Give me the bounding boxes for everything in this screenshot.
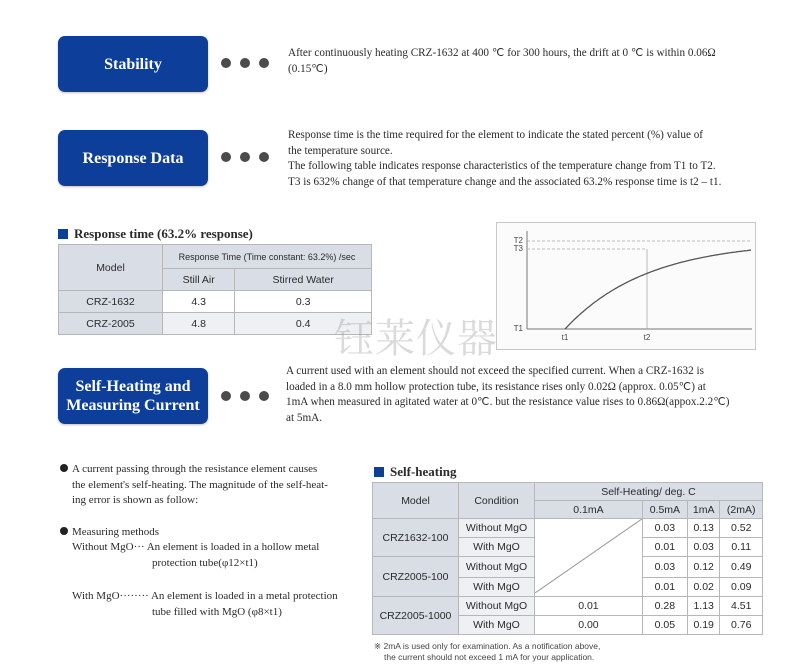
sh-value-cell: 0.03 — [642, 519, 687, 538]
self-heating-table — [372, 482, 763, 635]
response-data-line: T3 is 632% change of that temperature change and the associated 63.2% response time is t2 – t1. — [288, 175, 722, 188]
blue-square-icon — [58, 229, 68, 239]
self-heating-dots — [221, 391, 269, 401]
bullet-icon — [60, 464, 68, 472]
response-curve-chart — [496, 222, 756, 350]
stability-badge-label: Stability — [104, 55, 162, 73]
response-curve-svg — [497, 223, 757, 351]
response-table-stirred-water-header: Stirred Water — [235, 269, 372, 291]
sh-value-cell: 0.49 — [720, 557, 763, 578]
self-heating-intro-line: 1mA when measured in agitated water at 0℃. but the resistance value rises to 0.86Ω(appox.2.2℃) — [286, 396, 730, 408]
note-line: ing error is shown as follow: — [72, 494, 199, 506]
sh-model-cell: CRZ2005-1000 — [373, 597, 459, 635]
sh-condition-cell: With MgO — [459, 616, 535, 635]
self-heating-title — [374, 464, 456, 480]
self-heating-badge — [58, 368, 208, 424]
response-table-model-header: Model — [59, 245, 163, 291]
sh-model-cell: CRZ2005-100 — [373, 557, 459, 597]
footnote-line: ※ 2mA is used only for examination. As a notification above, — [374, 641, 601, 651]
sh-value-cell: 0.12 — [687, 557, 719, 578]
self-heating-title-text: Self-heating — [390, 464, 457, 479]
response-data-line: The following table indicates response characteristics of the temperature change from T1 to T2. — [288, 160, 716, 172]
response-table-cell: 4.3 — [163, 291, 235, 313]
response-data-line: the temperature source. — [288, 144, 393, 157]
sh-condition-cell: With MgO — [459, 578, 535, 597]
response-data-badge-label: Response Data — [82, 149, 184, 167]
sh-value-cell: 0.03 — [687, 538, 719, 557]
sh-condition-cell: With MgO — [459, 538, 535, 557]
sh-condition-cell: Without MgO — [459, 519, 535, 538]
sh-value-cell: 0.52 — [720, 519, 763, 538]
response-data-badge — [58, 130, 208, 186]
response-table-model-cell: CRZ-2005 — [59, 313, 163, 335]
response-table-model-cell: CRZ-1632 — [59, 291, 163, 313]
response-table-cell: 4.8 — [163, 313, 235, 335]
response-table-cell: 0.3 — [235, 291, 372, 313]
sh-value-cell: 0.28 — [642, 597, 687, 616]
self-heating-badge-line2: Measuring Current — [66, 397, 200, 414]
sh-value-cell: 0.13 — [687, 519, 719, 538]
with-mgo-label: With MgO········ — [72, 590, 151, 602]
without-mgo-desc: An element is loaded in a hollow metal — [146, 541, 320, 553]
note-line: A current passing through the resistance element causes — [72, 463, 318, 475]
sh-value-cell: 0.00 — [535, 616, 643, 635]
sh-value-cell: 0.05 — [642, 616, 687, 635]
sh-value-cell: 1.13 — [687, 597, 719, 616]
response-data-dots — [221, 152, 269, 162]
bullet-icon — [60, 527, 68, 535]
sh-group-header: Self-Heating/ deg. C — [535, 483, 763, 501]
stability-dots — [221, 58, 269, 68]
self-heating-intro-line: A current used with an element should not exceed the specified current. When a CRZ-1632 is — [286, 365, 704, 377]
response-table-group-header: Response Time (Time constant: 63.2%) /sec — [163, 245, 372, 269]
sh-condition-cell: Without MgO — [459, 557, 535, 578]
response-time-title — [58, 226, 253, 242]
sh-value-cell: 0.11 — [720, 538, 763, 557]
note-line: the element's self-heating. The magnitude of the self-heat- — [72, 478, 328, 491]
self-heating-intro-text — [286, 364, 776, 426]
self-heating-notes — [60, 462, 360, 620]
self-heating-badge-line1: Self-Heating and — [75, 378, 191, 395]
sh-value-cell: 0.03 — [642, 557, 687, 578]
blue-square-icon — [374, 467, 384, 477]
with-mgo-desc-cont: tube filled with MgO (φ8×t1) — [152, 605, 282, 618]
response-table-still-air-header: Still Air — [163, 269, 235, 291]
self-heating-footnote — [374, 641, 600, 663]
x-label-t1: t1 — [561, 333, 569, 342]
response-time-title-text: Response time (63.2% response) — [74, 226, 253, 241]
sh-value-cell: 0.09 — [720, 578, 763, 597]
without-mgo-label: Without MgO··· — [72, 541, 147, 553]
with-mgo-desc: An element is loaded in a metal protection — [150, 590, 338, 602]
sh-value-cell: 0.01 — [535, 597, 643, 616]
sh-value-cell: 0.01 — [642, 538, 687, 557]
watermark-text: 钰莱仪器 — [334, 316, 498, 362]
self-heating-intro-line: loaded in a 8.0 mm hollow protection tube, its resistance rises only 0.02Ω (approx. 0.05℃) at — [286, 380, 706, 393]
sh-current-header: (2mA) — [720, 501, 763, 519]
diagonal-slash — [535, 519, 642, 593]
sh-model-cell: CRZ1632-100 — [373, 519, 459, 557]
y-label-t3: T3 — [513, 244, 523, 253]
sh-value-cell: 0.01 — [642, 578, 687, 597]
self-heating-intro-line: at 5mA. — [286, 411, 323, 424]
response-time-table — [58, 244, 372, 335]
response-data-text — [288, 128, 768, 190]
without-mgo-desc-cont: protection tube(φ12×t1) — [152, 556, 258, 569]
sh-condition-cell: Without MgO — [459, 597, 535, 616]
sh-empty-cell — [535, 519, 643, 597]
response-table-cell: 0.4 — [235, 313, 372, 335]
sh-value-cell: 0.19 — [687, 616, 719, 635]
sh-condition-header: Condition — [459, 483, 535, 519]
sh-current-header: 0.1mA — [535, 501, 643, 519]
footnote-line: the current should not exceed 1 mA for your application. — [384, 652, 595, 662]
sh-value-cell: 4.51 — [720, 597, 763, 616]
response-curve-line — [565, 250, 751, 329]
sh-model-header: Model — [373, 483, 459, 519]
sh-current-header: 1mA — [687, 501, 719, 519]
sh-current-header: 0.5mA — [642, 501, 687, 519]
sh-value-cell: 0.76 — [720, 616, 763, 635]
sh-value-cell: 0.02 — [687, 578, 719, 597]
y-label-t1: T1 — [513, 324, 523, 333]
methods-title: Measuring methods — [72, 525, 160, 538]
y-label-t2: T2 — [513, 236, 523, 245]
stability-badge — [58, 36, 208, 92]
x-label-t2: t2 — [643, 333, 651, 342]
stability-text: After continuously heating CRZ-1632 at 400 ℃ for 300 hours, the drift at 0 ℃ is within 0.06Ω (0.15℃) — [288, 47, 716, 75]
response-data-line: Response time is the time required for the element to indicate the stated percent (%) value of — [288, 129, 704, 141]
